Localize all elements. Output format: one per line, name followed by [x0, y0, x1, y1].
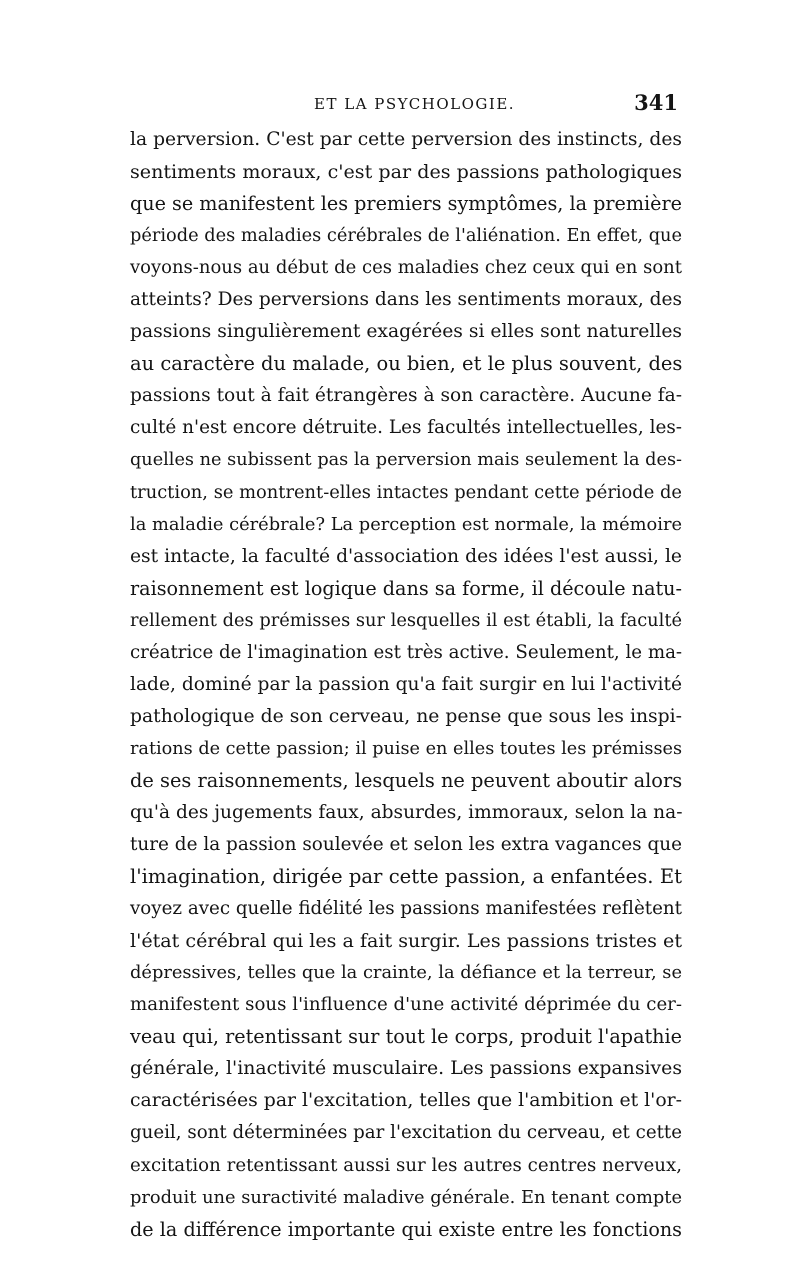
text-line: dépressives, telles que la crainte, la défiance et la terreur, se: [130, 962, 682, 984]
text-line: période des maladies cérébrales de l'aliénation. En effet, que: [130, 226, 682, 247]
text-line: passions singulièrement exagérées si elles sont naturelles: [130, 321, 682, 343]
text-line: l'état cérébral qui les a fait surgir. Les passions tristes et: [130, 930, 682, 953]
text-line: truction, se montrent-elles intactes pendant cette période de: [130, 481, 682, 503]
text-line: lade, dominé par la passion qu'a fait surgir en lui l'activité: [130, 673, 682, 695]
text-line: pathologique de son cerveau, ne pense que sous les inspi-: [130, 705, 682, 727]
text-line: culté n'est encore détruite. Les facultés intellectuelles, les-: [130, 417, 682, 439]
text-line: atteints? Des perversions dans les sentiments moraux, des: [130, 289, 682, 311]
text-line: l'imagination, dirigée par cette passion, a enfantées. Et: [130, 865, 682, 889]
running-title: ET LA PSYCHOLOGIE.: [314, 95, 516, 113]
text-line: gueil, sont déterminées par l'excitation du cerveau, et cette: [130, 1122, 682, 1144]
text-line: qu'à des jugements faux, absurdes, immoraux, selon la na-: [130, 801, 683, 823]
text-line: générale, l'inactivité musculaire. Les passions expansives: [130, 1058, 682, 1080]
text-line: excitation retentissant aussi sur les autres centres nerveux,: [130, 1154, 682, 1176]
page-number: 341: [634, 90, 678, 115]
text-line: la maladie cérébrale? La perception est normale, la mémoire: [130, 513, 682, 535]
text-line: créatrice de l'imagination est très active. Seulement, le ma-: [130, 641, 683, 663]
text-line: raisonnement est logique dans sa forme, il découle natu-: [130, 576, 682, 600]
text-line: veau qui, retentissant sur tout le corps, produit l'apathie: [130, 1025, 682, 1049]
text-line: sentiments moraux, c'est par des passions pathologiques: [130, 161, 682, 184]
text-line: passions tout à fait étrangères à son caractère. Aucune fa-: [130, 385, 682, 407]
text-line: rellement des prémisses sur lesquelles il est établi, la faculté: [130, 609, 682, 631]
text-line: quelles ne subissent pas la perversion mais seulement la des-: [130, 450, 682, 471]
text-line: caractérisées par l'excitation, telles que l'ambition et l'or-: [130, 1090, 682, 1112]
text-line: voyez avec quelle fidélité les passions manifestées reflètent: [130, 898, 682, 920]
running-head: [130, 92, 682, 116]
body-text: [130, 124, 682, 1246]
text-line: manifestent sous l'influence d'une activité déprimée du cer-: [130, 994, 682, 1016]
text-line: est intacte, la faculté d'association des idées l'est aussi, le: [130, 545, 682, 567]
text-line: de ses raisonnements, lesquels ne peuvent aboutir alors: [130, 768, 683, 792]
text-line: la perversion. C'est par cette perversion des instincts, des: [130, 129, 682, 150]
text-line: de la différence importante qui existe entre les fonctions: [130, 1217, 682, 1241]
text-line: que se manifestent les premiers symptômes, la première: [130, 192, 682, 216]
text-line: ture de la passion soulevée et selon les extra vagances que: [130, 834, 682, 856]
text-line: rations de cette passion; il puise en elles toutes les prémisses: [130, 738, 682, 759]
text-line: au caractère du malade, ou bien, et le plus souvent, des: [130, 352, 683, 376]
text-line: produit une suractivité maladive générale. En tenant compte: [130, 1186, 682, 1208]
text-line: voyons-nous au début de ces maladies chez ceux qui en sont: [130, 257, 682, 279]
